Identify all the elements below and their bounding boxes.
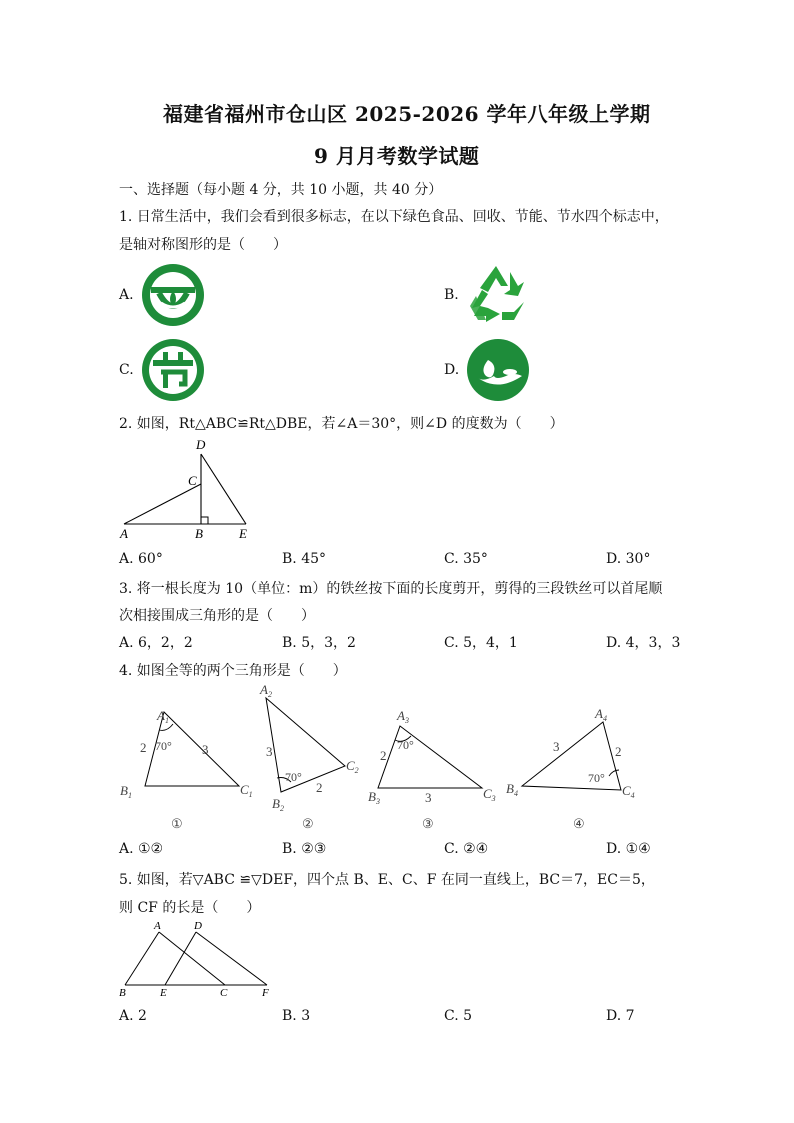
t3-label-c: C bbox=[483, 786, 492, 801]
t2-angle: 70° bbox=[285, 770, 302, 784]
t2-label-c: C bbox=[346, 758, 355, 773]
q2-option-a: A. 60° bbox=[119, 551, 163, 567]
q2-stem: 2. 如图，Rt△ABC≌Rt△DBE，若∠A＝30°，则∠D 的度数为（ ） bbox=[119, 416, 564, 432]
t1-label-b-sub: 1 bbox=[127, 791, 132, 800]
q2-label-d: D bbox=[196, 437, 206, 452]
t1-angle: 70° bbox=[155, 739, 172, 753]
t2-label-b-sub: 2 bbox=[279, 804, 284, 813]
t3-label-c-sub: 3 bbox=[491, 794, 496, 803]
t3-angle: 70° bbox=[397, 738, 414, 752]
svg-text:C1 bbox=[240, 782, 253, 799]
q5-triangles-figure bbox=[115, 918, 277, 1000]
t4-number: ④ bbox=[573, 816, 585, 831]
q1-stem-line2: 是轴对称图形的是（ ） bbox=[119, 237, 287, 253]
q5-option-c: C. 5 bbox=[444, 1008, 473, 1024]
q5-stem-line2: 则 CF 的长是（ ） bbox=[119, 900, 261, 916]
t3-number: ③ bbox=[422, 816, 434, 831]
t2-label-b: B bbox=[272, 796, 280, 811]
svg-text:B1 bbox=[120, 783, 132, 800]
q5-label-a: A bbox=[154, 920, 161, 932]
q2-label-c: C bbox=[188, 473, 197, 488]
t4-side-ac: 2 bbox=[615, 744, 622, 759]
t4-angle: 70° bbox=[588, 771, 605, 785]
q2-label-e: E bbox=[239, 526, 247, 541]
recycle-logo bbox=[466, 262, 530, 326]
svg-text:C3 bbox=[483, 786, 496, 803]
t2-label-c-sub: 2 bbox=[354, 766, 359, 775]
t1-label-a-sub: 1 bbox=[164, 716, 169, 725]
q1-option-c-label: C. bbox=[119, 362, 134, 378]
t3-label-a: A bbox=[397, 708, 405, 723]
energy-saving-logo bbox=[141, 338, 205, 402]
svg-text:A4 bbox=[594, 706, 607, 723]
q5-label-f: F bbox=[262, 987, 269, 999]
t4-label-a: A bbox=[595, 706, 603, 721]
svg-text:B4 bbox=[506, 781, 518, 798]
q4-stem: 4. 如图全等的两个三角形是（ ） bbox=[119, 663, 347, 679]
q1-option-d-label: D. bbox=[444, 362, 460, 378]
svg-text:A1 bbox=[156, 708, 169, 725]
t1-label-b: B bbox=[120, 783, 128, 798]
water-saving-logo bbox=[466, 338, 530, 402]
q4-option-d: D. ①④ bbox=[606, 841, 651, 857]
green-food-logo bbox=[141, 263, 205, 327]
svg-text:A3 bbox=[396, 708, 409, 725]
t2-label-a-sub: 2 bbox=[267, 690, 272, 699]
t1-label-a: A bbox=[157, 708, 165, 723]
svg-text:B3 bbox=[368, 789, 380, 806]
q3-stem-line2: 次相接围成三角形的是（ ） bbox=[119, 608, 315, 624]
q3-stem-line1: 3. 将一根长度为 10（单位：m）的铁丝按下面的长度剪开，剪得的三段铁丝可以首尾顺 bbox=[119, 581, 663, 597]
t1-number: ① bbox=[171, 816, 183, 831]
t3-label-b-sub: 3 bbox=[375, 797, 380, 806]
q5-option-b: B. 3 bbox=[282, 1008, 311, 1024]
t3-side-bc: 3 bbox=[425, 790, 432, 805]
t3-label-b: B bbox=[368, 789, 376, 804]
t3-label-a-sub: 3 bbox=[404, 716, 409, 725]
q3-option-c: C. 5，4，1 bbox=[444, 635, 518, 651]
q5-label-d: D bbox=[194, 920, 202, 932]
t3-side-ab: 2 bbox=[380, 748, 387, 763]
t4-label-b-sub: 4 bbox=[513, 789, 518, 798]
svg-text:C4 bbox=[622, 783, 635, 800]
q3-option-d: D. 4，3，3 bbox=[606, 635, 681, 651]
q2-label-b: B bbox=[195, 526, 203, 541]
svg-text:A2 bbox=[259, 682, 272, 699]
q3-option-b: B. 5，3，2 bbox=[282, 635, 356, 651]
q4-option-c: C. ②④ bbox=[444, 841, 489, 857]
q1-stem-line1: 1. 日常生活中，我们会看到很多标志，在以下绿色食品、回收、节能、节水四个标志中， bbox=[119, 209, 669, 225]
t1-label-c: C bbox=[240, 782, 249, 797]
q4-option-a: A. ①② bbox=[119, 841, 164, 857]
t1-label-c-sub: 1 bbox=[248, 790, 253, 799]
q1-option-a-label: A. bbox=[119, 287, 134, 303]
exam-title-line2: 9 月月考数学试题 bbox=[314, 144, 480, 168]
t2-label-a: A bbox=[260, 682, 268, 697]
t2-side-bc: 2 bbox=[316, 780, 323, 795]
q4-option-b: B. ②③ bbox=[282, 841, 327, 857]
svg-text:C2 bbox=[346, 758, 359, 775]
t2-side-ab: 3 bbox=[266, 744, 273, 759]
exam-title-line1: 福建省福州市仓山区 2025-2026 学年八年级上学期 bbox=[163, 102, 651, 126]
q5-label-e: E bbox=[160, 987, 167, 999]
t4-label-c-sub: 4 bbox=[630, 791, 635, 800]
t4-label-a-sub: 4 bbox=[602, 714, 607, 723]
t1-side-ab: 2 bbox=[140, 740, 147, 755]
q5-stem-line1: 5. 如图，若▽ABC ≌▽DEF，四个点 B、E、C、F 在同一直线上，BC＝7，EC＝5， bbox=[119, 872, 655, 888]
q1-option-b-label: B. bbox=[444, 287, 459, 303]
t1-side-ac: 3 bbox=[202, 742, 209, 757]
q5-option-d: D. 7 bbox=[606, 1008, 635, 1024]
q4-triangles-figure bbox=[115, 682, 645, 834]
svg-text:B2 bbox=[272, 796, 284, 813]
q5-option-a: A. 2 bbox=[119, 1008, 147, 1024]
q2-triangles-figure bbox=[115, 432, 260, 544]
q2-label-a: A bbox=[120, 526, 128, 541]
section-heading: 一、选择题（每小题 4 分，共 10 小题，共 40 分） bbox=[119, 182, 443, 198]
q5-label-c: C bbox=[220, 987, 228, 999]
q2-option-b: B. 45° bbox=[282, 551, 327, 567]
t4-label-b: B bbox=[506, 781, 514, 796]
q3-option-a: A. 6，2，2 bbox=[119, 635, 193, 651]
q5-label-b: B bbox=[119, 987, 126, 999]
q2-option-d: D. 30° bbox=[606, 551, 651, 567]
t4-side-ab: 3 bbox=[553, 739, 560, 754]
q2-option-c: C. 35° bbox=[444, 551, 488, 567]
t2-number: ② bbox=[302, 816, 314, 831]
t4-label-c: C bbox=[622, 783, 631, 798]
